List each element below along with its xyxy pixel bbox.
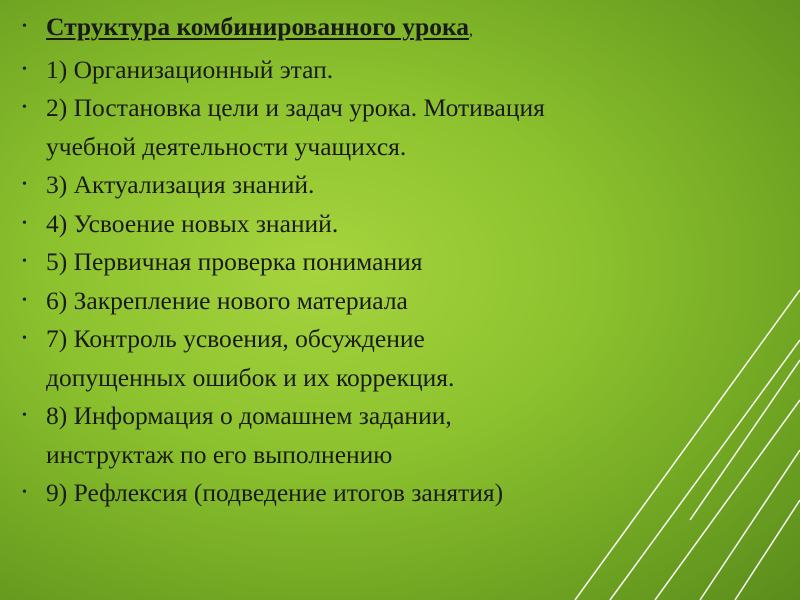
bullet-dot: • — [22, 215, 27, 231]
list-item-text: 5) Первичная проверка понимания — [46, 247, 423, 276]
slide-title-line — [18, 8, 758, 51]
list-item-text: инструктаж по его выполнению — [46, 439, 393, 469]
list-item-text: 7) Контроль усвоения, обсуждение — [46, 324, 425, 353]
list-item-text: 8) Информация о домашнем задании, — [46, 401, 452, 430]
bullet-dot: • — [22, 19, 27, 34]
bullet-dot: • — [22, 61, 27, 77]
list-item — [18, 282, 758, 321]
slide-title: Структура комбинированного урока — [46, 12, 470, 41]
decor-line — [735, 500, 800, 600]
list-item — [18, 243, 758, 282]
bullet-dot: • — [22, 100, 27, 115]
slide-content — [18, 8, 758, 513]
list-item — [18, 436, 758, 475]
list-item — [18, 320, 758, 359]
list-item — [18, 205, 758, 244]
list-item-text: 9) Рефлексия (подведение итогов занятия) — [46, 478, 504, 507]
bullet-dot: • — [22, 408, 27, 423]
list-item-text: 6) Закрепление нового материала — [46, 285, 408, 315]
list-item — [18, 474, 758, 513]
list-item-text: 3) Актуализация знаний. — [46, 170, 315, 199]
list-item — [18, 397, 758, 436]
bullet-dot: • — [22, 292, 27, 308]
lesson-stages-list — [18, 51, 758, 513]
list-item — [18, 51, 758, 90]
bullet-dot: • — [22, 485, 27, 500]
title-comma: , — [469, 22, 474, 39]
list-item — [18, 128, 758, 167]
list-item — [18, 166, 758, 205]
bullet-dot: • — [22, 177, 27, 192]
bullet-dot: • — [22, 254, 27, 269]
bullet-dot: • — [22, 331, 27, 346]
list-item-text: 1) Организационный этап. — [46, 54, 334, 84]
list-item-text: 2) Постановка цели и задач урока. Мотивация — [46, 93, 545, 122]
list-item-text: 4) Усвоение новых знаний. — [46, 208, 339, 238]
list-item — [18, 89, 758, 128]
list-item-text: допущенных ошибок и их коррекция. — [46, 362, 455, 392]
list-item — [18, 359, 758, 398]
list-item-text: учебной деятельности учащихся. — [46, 131, 407, 161]
